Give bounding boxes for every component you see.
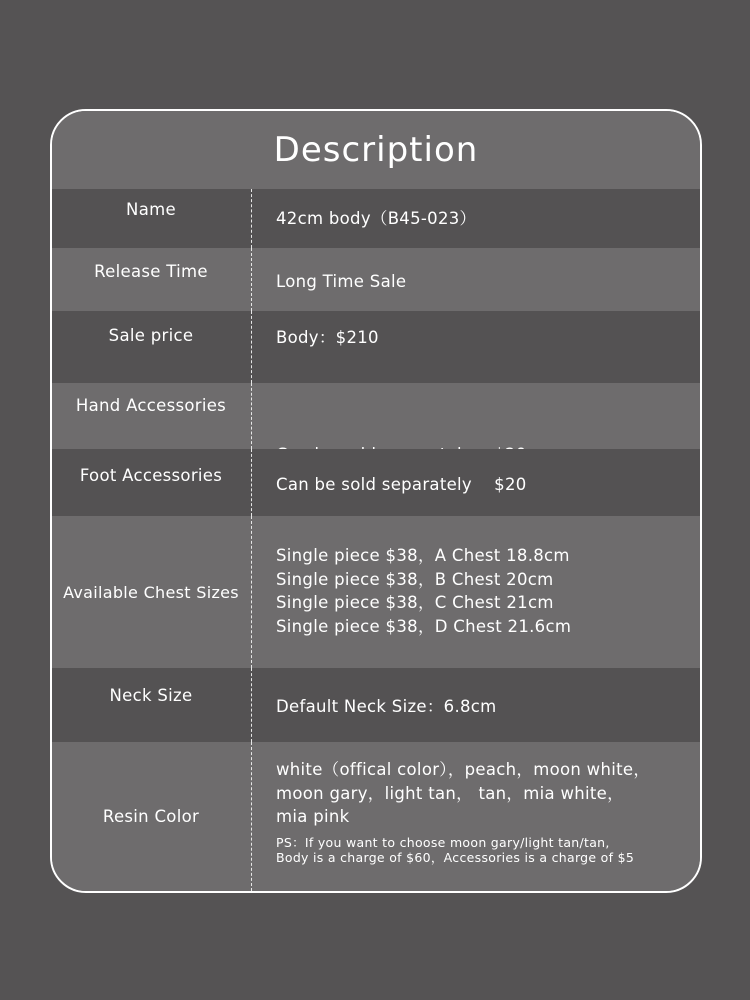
row-value: Can be sold separately $20 — [276, 475, 527, 494]
row-name — [52, 189, 700, 248]
column-divider — [251, 516, 252, 668]
row-value: Single piece $38，A Chest 18.8cm Single piece $38，B Chest 20cm Single piece $38，C Chest 21cm Single piece $38，D Chest 21.6cm — [276, 546, 572, 636]
row-value: Body：$210 — [276, 328, 379, 347]
row-value: white（offical color），peach，moon white， moon gary，light tan， tan，mia white， mia pink PS：If you want to choose moon gary/light tan/tan, Body is a charge of $60，Accessories is a charge of $5 — [250, 742, 700, 891]
row-value: 42cm body（B45-023） — [276, 209, 477, 228]
row-label: Sale price — [108, 326, 194, 345]
row-label: Available Chest Sizes — [63, 582, 239, 602]
row-foot-accessories — [52, 449, 700, 516]
resin-color-note: PS：If you want to choose moon gary/light tan/tan, — [276, 834, 610, 850]
resin-color-note: Body is a charge of $60，Accessories is a charge of $5 — [276, 849, 635, 865]
row-value: Long Time Sale — [276, 272, 407, 291]
row-label: Neck Size — [109, 686, 193, 705]
row-value — [250, 383, 700, 449]
row-label: Hand Accessories — [75, 396, 227, 415]
column-divider — [251, 449, 252, 516]
row-resin-color — [52, 742, 700, 891]
row-label: Release Time — [94, 262, 208, 281]
column-divider — [251, 742, 252, 891]
column-divider — [251, 189, 252, 248]
column-divider — [251, 248, 252, 311]
row-neck-size — [52, 668, 700, 742]
column-divider — [251, 668, 252, 742]
card-title: Description — [52, 111, 700, 189]
row-value: Default Neck Size：6.8cm — [276, 697, 497, 716]
row-release-time — [52, 248, 700, 311]
row-label: Name — [126, 200, 176, 219]
column-divider — [251, 383, 252, 449]
row-sale-price — [52, 311, 700, 383]
description-card — [50, 109, 702, 893]
row-label: Resin Color — [102, 807, 200, 826]
row-available-chest-sizes — [52, 516, 700, 668]
row-hand-accessories — [52, 383, 700, 449]
column-divider — [251, 311, 252, 383]
row-label: Foot Accessories — [79, 466, 223, 485]
